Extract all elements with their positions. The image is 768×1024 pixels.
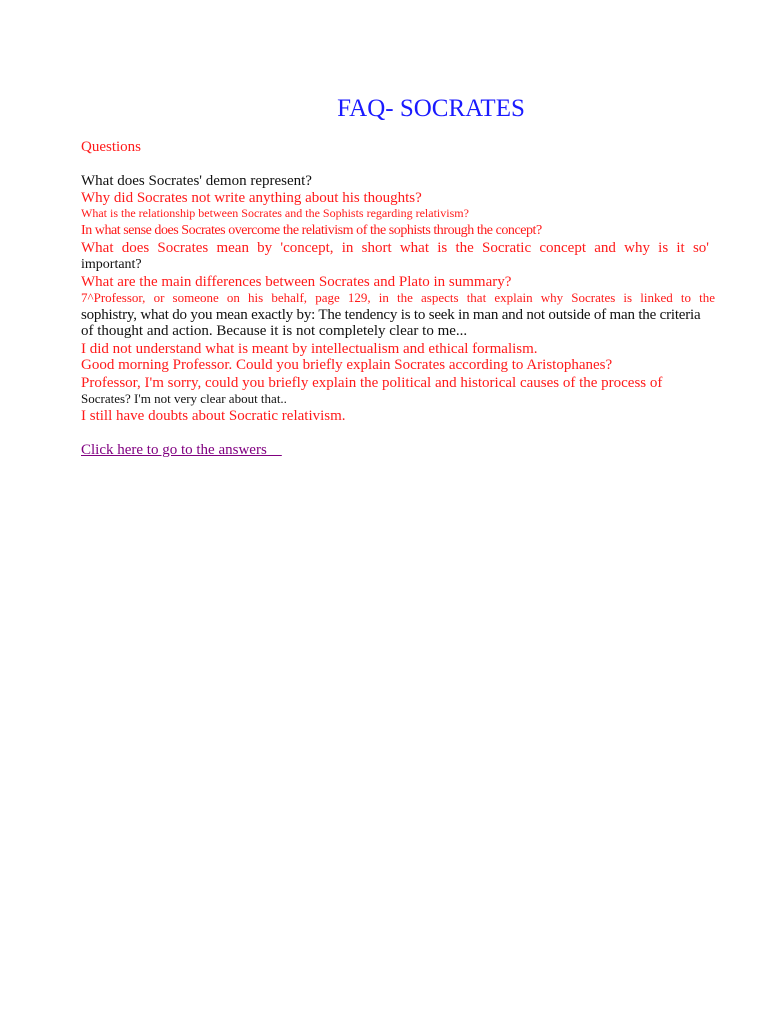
question-concept-line2: important? xyxy=(81,257,142,272)
question-page129-line1: 7^Professor, or someone on his behalf, page 129, in the aspects that explain why Socrates is linked to the xyxy=(81,290,715,305)
question-aristophanes: Good morning Professor. Could you briefly explain Socrates according to Aristophanes? xyxy=(81,357,613,373)
question-demon: What does Socrates' demon represent? xyxy=(81,173,312,189)
question-sophists-relativism: What is the relationship between Socrates and the Sophists regarding relativism? xyxy=(81,206,469,220)
question-page129-line2: sophistry, what do you mean exactly by: The tendency is to seek in man and not outside of man the criteria xyxy=(81,307,701,323)
question-page129-line3: of thought and action. Because it is not completely clear to me... xyxy=(81,323,468,339)
answers-link[interactable]: Click here to go to the answers xyxy=(81,442,282,458)
question-intellectualism: I did not understand what is meant by intellectualism and ethical formalism. xyxy=(81,341,538,357)
question-concept-line1: What does Socrates mean by 'concept, in short what is the Socratic concept and why is it so' xyxy=(81,240,709,256)
question-overcome-relativism: In what sense does Socrates overcome the relativism of the sophists through the concept? xyxy=(81,223,542,238)
question-political-causes-line2: Socrates? I'm not very clear about that.. xyxy=(81,391,287,406)
question-not-write: Why did Socrates not write anything about his thoughts? xyxy=(81,190,422,206)
questions-heading: Questions xyxy=(81,139,141,155)
question-socrates-plato: What are the main differences between Socrates and Plato in summary? xyxy=(81,274,512,290)
question-socratic-relativism: I still have doubts about Socratic relativism. xyxy=(81,408,346,424)
page-title: FAQ- SOCRATES xyxy=(337,95,525,122)
question-political-causes-line1: Professor, I'm sorry, could you briefly explain the political and historical causes of the process of xyxy=(81,375,663,391)
